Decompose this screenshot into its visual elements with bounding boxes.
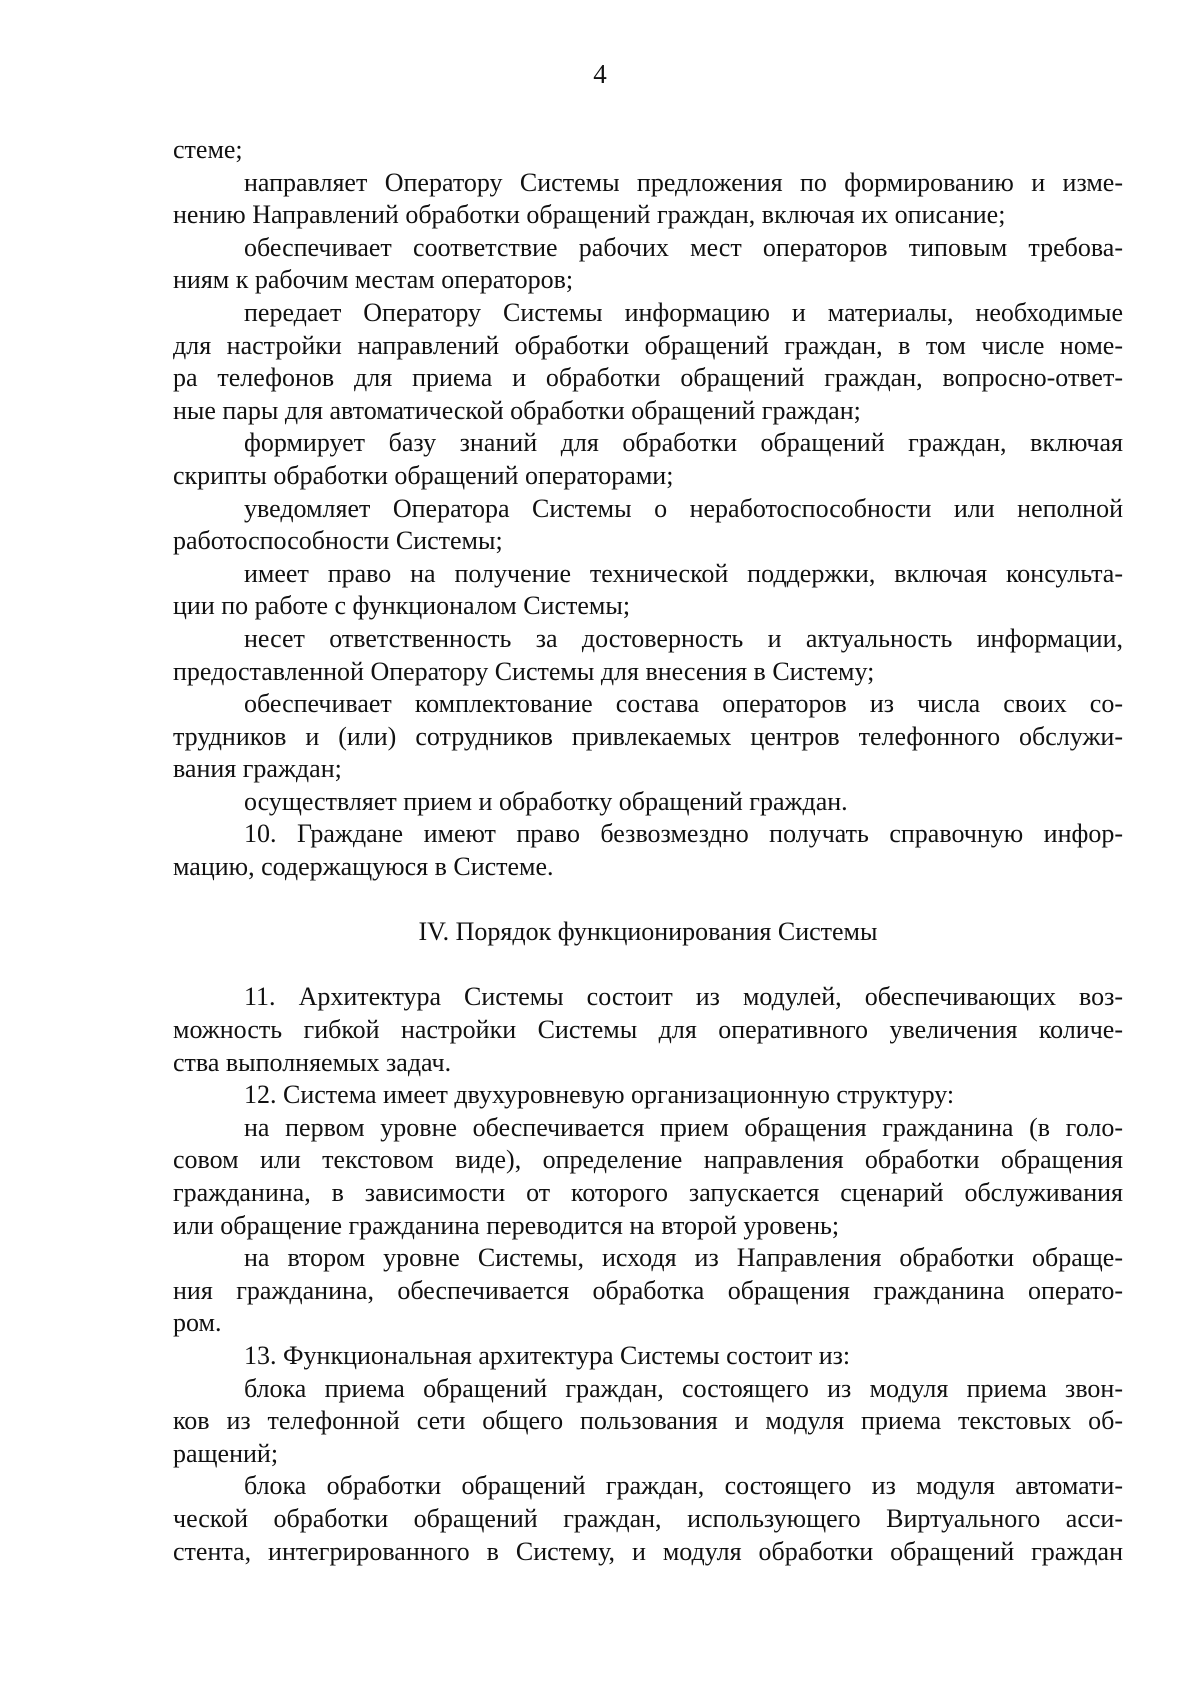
text-line: ниям к рабочим местам операторов; (173, 265, 574, 295)
text-line: 13. Функциональная архитектура Системы состоит из: (244, 1340, 851, 1370)
text-line: ные пары для автоматической обработки обращений граждан; (173, 395, 861, 425)
text-line: вания граждан; (173, 754, 342, 784)
text-line: предоставленной Оператору Системы для внесения в Систему; (173, 656, 875, 686)
text-line: формирует базу знаний для обработки обращений граждан, включая (244, 428, 1123, 458)
text-line: ства выполняемых задач. (173, 1047, 452, 1077)
text-line: несет ответственность за достоверность и актуальность информации, (244, 623, 1123, 653)
text-line: блока приема обращений граждан, состоящего из модуля приема звон- (244, 1373, 1123, 1403)
text-line: ром. (173, 1308, 222, 1338)
text-line: передает Оператору Системы информацию и материалы, необходимые (244, 297, 1123, 327)
text-line: обеспечивает соответствие рабочих мест операторов типовым требова- (244, 232, 1123, 262)
text-line: блока обработки обращений граждан, состоящего из модуля автомати- (244, 1471, 1123, 1501)
text-line: на первом уровне обеспечивается прием обращения гражданина (в голо- (244, 1112, 1123, 1142)
text-line: скрипты обработки обращений операторами; (173, 460, 674, 490)
text-line: мацию, содержащуюся в Системе. (173, 852, 554, 882)
text-line: ращений; (173, 1438, 279, 1468)
text-line: ра телефонов для приема и обработки обращений граждан, вопросно-ответ- (173, 363, 1123, 393)
text-line: ков из телефонной сети общего пользования и модуля приема текстовых об- (173, 1406, 1123, 1436)
text-line: 12. Система имеет двухуровневую организационную структуру: (244, 1080, 955, 1110)
text-line: гражданина, в зависимости от которого запускается сценарий обслуживания (173, 1178, 1123, 1207)
text-line: имеет право на получение технической поддержки, включая консульта- (244, 558, 1123, 588)
text-line: уведомляет Оператора Системы о неработоспособности или неполной (244, 493, 1123, 523)
text-line: ческой обработки обращений граждан, использующего Виртуального асси- (173, 1503, 1123, 1533)
text-line: ния гражданина, обеспечивается обработка обращения гражданина операто- (173, 1275, 1123, 1305)
text-line: обеспечивает комплектование состава операторов из числа своих со- (244, 689, 1123, 719)
text-line: стента, интегрированного в Систему, и модуля обработки обращений граждан (173, 1536, 1123, 1566)
blank-line (173, 949, 1123, 982)
text-line: или обращение гражданина переводится на второй уровень; (173, 1210, 840, 1240)
text-line: совом или текстовом виде), определение направления обработки обращения (173, 1145, 1123, 1175)
text-line: можность гибкой настройки Системы для оперативного увеличения количе- (173, 1015, 1123, 1045)
text-line: на втором уровне Системы, исходя из Направления обработки обраще- (244, 1243, 1123, 1273)
page-number: 4 (593, 59, 607, 89)
section-heading: IV. Порядок функционирования Системы (418, 917, 878, 947)
text-line: направляет Оператору Системы предложения по формированию и изме- (244, 167, 1123, 197)
text-line: ции по работе с функционалом Системы; (173, 591, 631, 621)
document-body (173, 134, 1123, 1568)
text-line: осуществляет прием и обработку обращений граждан. (244, 786, 848, 816)
text-line: для настройки направлений обработки обращений граждан, в том числе номе- (173, 330, 1123, 360)
blank-line (173, 884, 1123, 917)
text-line: нению Направлений обработки обращений граждан, включая их описание; (173, 200, 1006, 230)
text-line: трудников и (или) сотрудников привлекаемых центров телефонного обслужи- (173, 721, 1123, 751)
text-line: работоспособности Системы; (173, 526, 503, 556)
text-line: 10. Граждане имеют право безвозмездно получать справочную инфор- (244, 819, 1123, 849)
text-line: стеме; (173, 135, 243, 164)
text-line: 11. Архитектура Системы состоит из модулей, обеспечивающих воз- (244, 982, 1123, 1012)
